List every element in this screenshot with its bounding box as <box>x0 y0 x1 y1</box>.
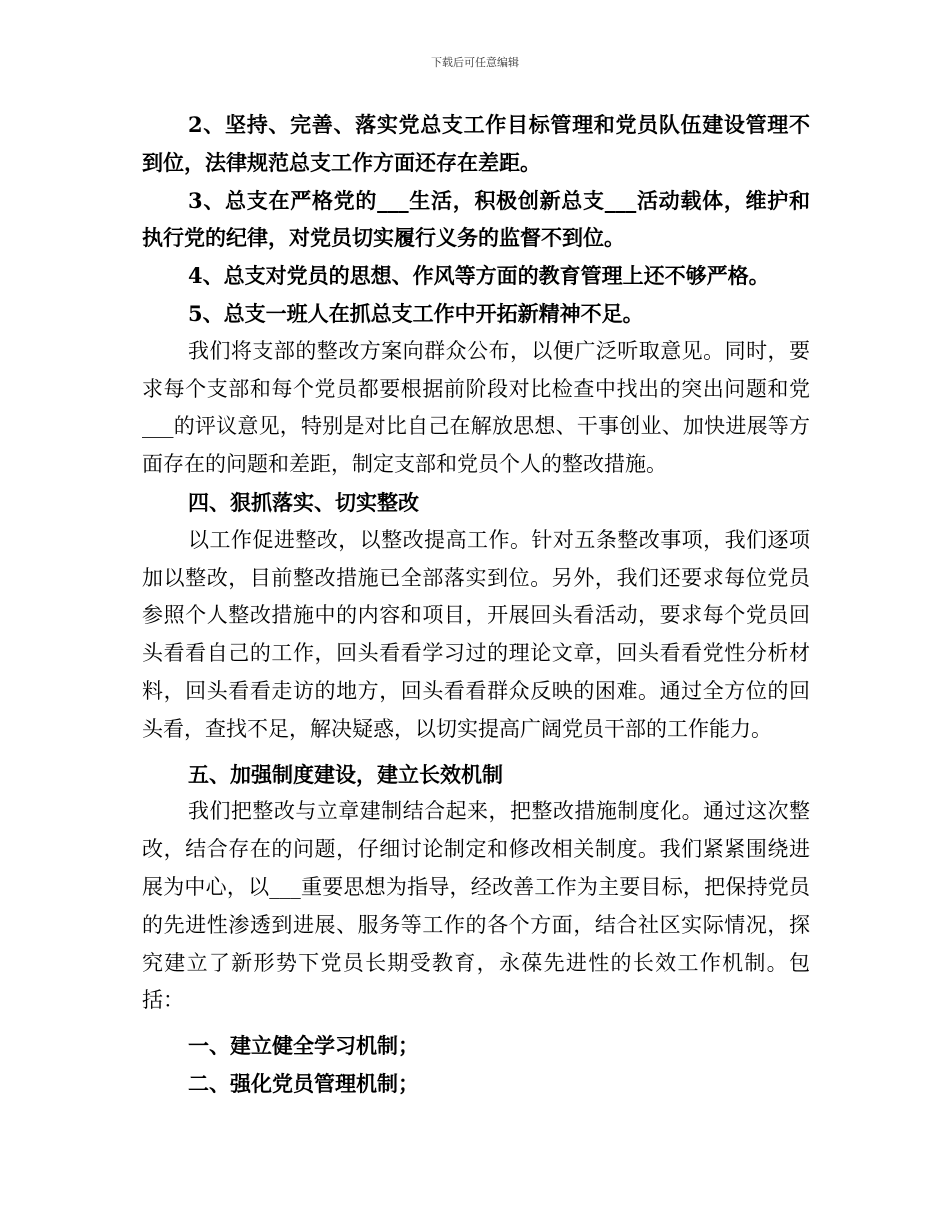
list-item-management: 二、强化党员管理机制； <box>188 1070 419 1096</box>
paragraph-system-building: 我们把整改与立章建制结合起来，把整改措施制度化。通过这次整改，结合存在的问题，仔细讨论制定和修改相关制度。我们紧紧围绕进展为中心，以___重要思想为指导，经改善工作为主要目标，把保持党员的先进性渗透到进展、服务等工作的各个方面，结合社区实际情况，探究建立了新形势下党员长期受教育，永葆先进性的长效工作机制。包括： <box>142 799 810 1013</box>
spacer <box>142 749 810 756</box>
document-body <box>142 106 810 1103</box>
spacer <box>142 1020 810 1027</box>
paragraph-implement: 以工作促进整改，以整改提高工作。针对五条整改事项，我们逐项加以整改，目前整改措施已全部落实到位。另外，我们还要求每位党员参照个人整改措施中的内容和项目，开展回头看活动，要求每个党员回头看看自己的工作，回头看看学习过的理论文章，回头看看党性分析材料，回头看看走访的地方，回头看看群众反映的困难。通过全方位的回头看，查找不足，解决疑惑，以切实提高广阔党员干部的工作能力。 <box>142 527 810 741</box>
paragraph-item-3: 3、总支在严格党的___生活，积极创新总支___活动载体，维护和执行党的纪律，对党员切实履行义务的监督不到位。 <box>142 187 810 251</box>
page-header: 下载后可任意编辑 <box>431 56 519 69</box>
paragraph-item-5: 5、总支一班人在抓总支工作中开拓新精神不足。 <box>188 300 644 326</box>
section-heading-4: 四、狠抓落实、切实整改 <box>188 489 419 515</box>
list-item-learning: 一、建立健全学习机制； <box>188 1033 419 1059</box>
section-heading-5: 五、加强制度建设，建立长效机制 <box>188 761 503 787</box>
paragraph-item-4: 4、总支对党员的思想、作风等方面的教育管理上还不够严格。 <box>188 263 770 289</box>
paragraph-publicize: 我们将支部的整改方案向群众公布，以便广泛听取意见。同时，要求每个支部和每个党员都要根据前阶段对比检查中找出的突出问题和党___的评议意见，特别是对比自己在解放思想、干事创业、加快进展等方面存在的问题和差距，制定支部和党员个人的整改措施。 <box>142 338 810 477</box>
paragraph-item-2: 2、坚持、完善、落实党总支工作目标管理和党员队伍建设管理不到位，法律规范总支工作方面还存在差距。 <box>142 112 810 175</box>
